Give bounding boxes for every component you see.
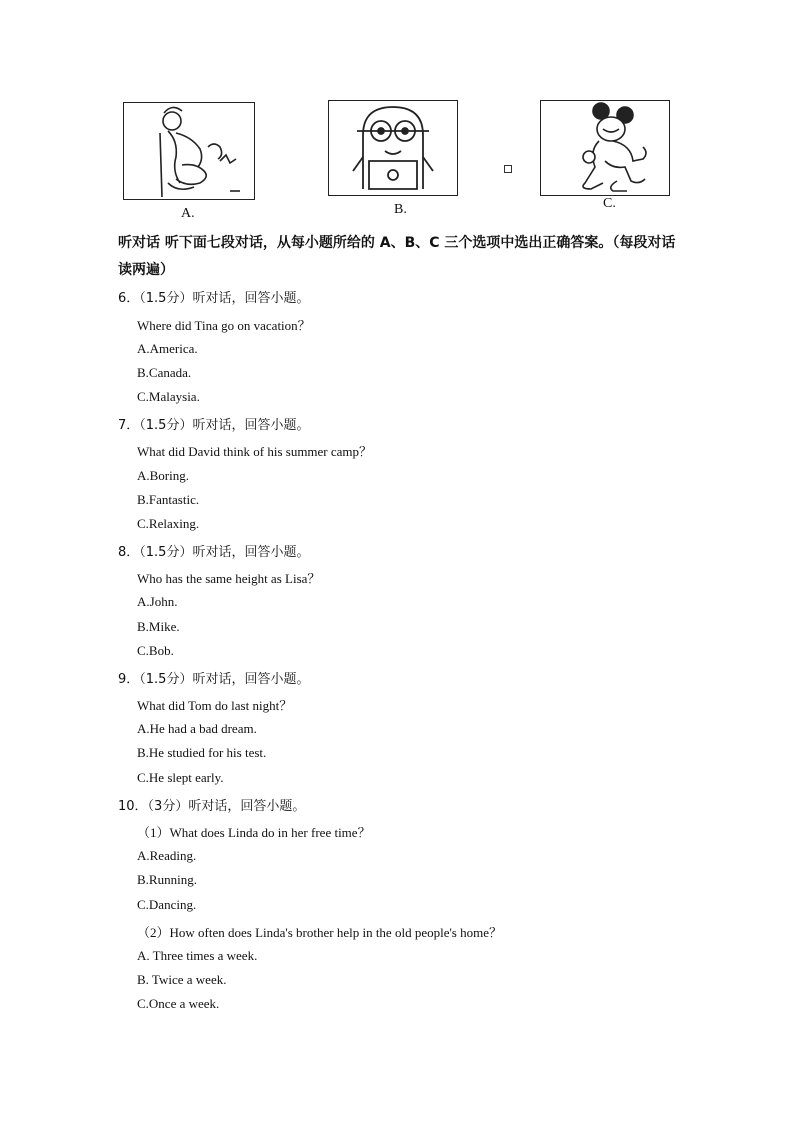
minion-icon <box>329 101 457 195</box>
question-8-head: 8．（1.5分）听对话，回答小题。 <box>118 545 310 560</box>
question-10-sub-1-option-b: B.Running. <box>137 872 197 887</box>
question-6-stem: Where did Tina go on vacation？ <box>137 318 311 333</box>
question-10-sub-2-option-c: C.Once a week. <box>137 996 220 1011</box>
question-8-option-c: C.Bob. <box>137 643 174 658</box>
picture-a-frame <box>123 102 255 200</box>
small-square-mark <box>504 165 512 173</box>
question-10-head: 10．（3分）听对话，回答小题。 <box>118 799 306 814</box>
question-10-sub-1-option-c: C.Dancing. <box>137 897 197 912</box>
picture-b-caption: B. <box>394 202 407 217</box>
question-9-option-c: C.He slept early. <box>137 770 224 785</box>
question-7-option-b: B.Fantastic. <box>137 492 200 507</box>
question-7-head: 7．（1.5分）听对话，回答小题。 <box>118 418 310 433</box>
question-6-option-b: B.Canada. <box>137 365 192 380</box>
question-8-option-a: A.John. <box>137 594 178 609</box>
question-10-sub-1-option-a: A.Reading. <box>137 848 197 863</box>
picture-c-caption: C. <box>603 196 616 211</box>
picture-b-frame <box>328 100 458 196</box>
question-9-option-a: A.He had a bad dream. <box>137 721 257 736</box>
question-10-sub-1-stem: （1）What does Linda do in her free time？ <box>137 825 371 840</box>
question-9-stem: What did Tom do last night？ <box>137 698 293 713</box>
question-7-option-a: A.Boring. <box>137 468 189 483</box>
question-8-stem: Who has the same height as Lisa？ <box>137 571 321 586</box>
mickey-mouse-icon <box>541 101 669 195</box>
picture-c-frame <box>540 100 670 196</box>
monkey-king-icon <box>124 103 254 199</box>
picture-a-caption: A. <box>181 206 195 221</box>
question-6-option-a: A.America. <box>137 341 198 356</box>
question-10-sub-2-option-a: A. Three times a week. <box>137 948 258 963</box>
question-8-option-b: B.Mike. <box>137 619 180 634</box>
question-10-sub-2-stem: （2）How often does Linda's brother help in the old people's home？ <box>137 925 503 940</box>
section-instruction: 听对话 听下面七段对话，从每小题所给的 A、B、C 三个选项中选出正确答案。（每段对话读两遍） <box>118 235 676 278</box>
question-9-head: 9．（1.5分）听对话，回答小题。 <box>118 672 310 687</box>
question-7-stem: What did David think of his summer camp？ <box>137 444 373 459</box>
question-6-option-c: C.Malaysia. <box>137 389 200 404</box>
question-7-option-c: C.Relaxing. <box>137 516 200 531</box>
question-6-head: 6．（1.5分）听对话，回答小题。 <box>118 291 310 306</box>
question-10-sub-2-option-b: B. Twice a week. <box>137 972 227 987</box>
question-9-option-b: B.He studied for his test. <box>137 745 267 760</box>
